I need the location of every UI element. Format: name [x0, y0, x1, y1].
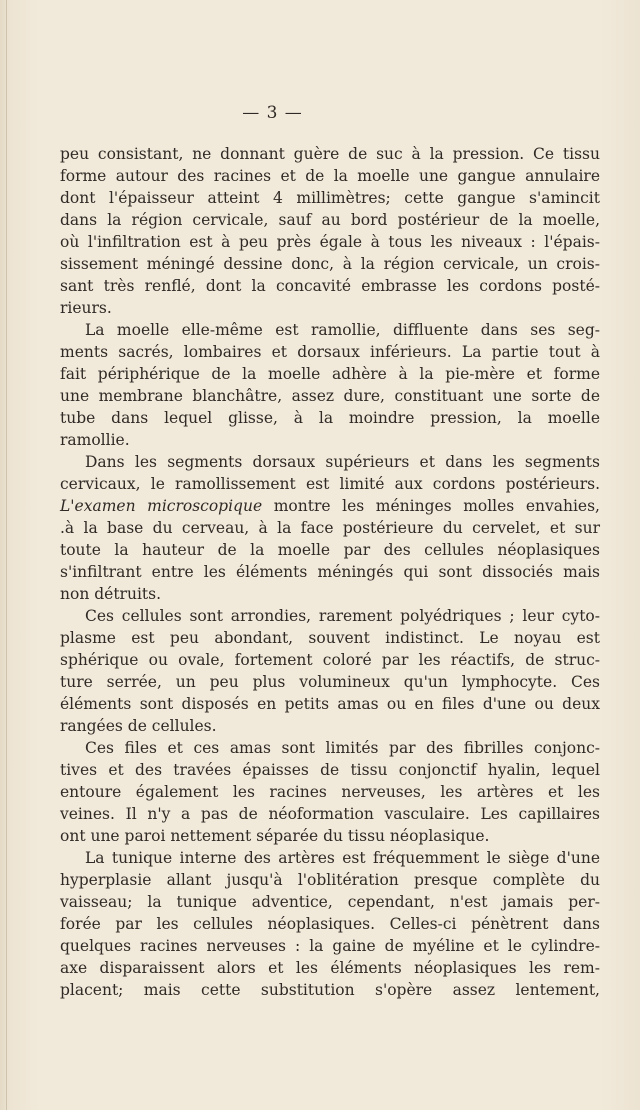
line-text: forée par les cellules néoplasiques. Celles-ci pénètrent dans	[60, 915, 600, 933]
text-line	[60, 759, 600, 781]
text-line	[60, 473, 600, 495]
line-text: Ces files et ces amas sont limités par des fibrilles conjonc-	[85, 739, 600, 757]
line-text: peu consistant, ne donnant guère de suc à la pression. Ce tissu	[60, 145, 600, 163]
line-text: rieurs.	[60, 299, 112, 317]
text-line	[60, 693, 600, 715]
line-text: ramollie.	[60, 431, 130, 449]
text-line	[60, 847, 600, 869]
line-text: où l'infiltration est à peu près égale à tous les niveaux : l'épais-	[60, 233, 600, 251]
text-line	[60, 539, 600, 561]
line-text: fait périphérique de la moelle adhère à la pie-mère et forme	[60, 365, 600, 383]
text-line	[60, 341, 600, 363]
text-line	[60, 319, 600, 341]
line-text: cervicaux, le ramollissement est limité aux cordons postérieurs.	[60, 475, 600, 493]
line-text: éléments sont disposés en petits amas ou en files d'une ou deux	[60, 695, 600, 713]
line-text: vaisseau; la tunique adventice, cependant, n'est jamais per-	[60, 893, 600, 911]
text-line	[60, 935, 600, 957]
text-line	[60, 649, 600, 671]
line-text: axe disparaissent alors et les éléments néoplasiques les rem-	[60, 959, 600, 977]
italic-phrase: L'examen microscopique	[60, 497, 263, 515]
text-line	[60, 979, 600, 1001]
line-text: toute la hauteur de la moelle par des cellules néoplasiques	[60, 541, 600, 559]
text-line	[60, 561, 600, 583]
line-text: montre les méninges molles envahies,	[262, 497, 600, 515]
line-text: tube dans lequel glisse, à la moindre pression, la moelle	[60, 409, 600, 427]
line-text: Dans les segments dorsaux supérieurs et dans les segments	[85, 453, 600, 471]
line-text: placent; mais cette substitution s'opère assez lentement,	[60, 981, 600, 999]
line-text: s'infiltrant entre les éléments méningés qui sont dissociés mais	[60, 563, 600, 581]
text-line	[60, 737, 600, 759]
text-line	[60, 363, 600, 385]
text-line	[60, 385, 600, 407]
line-text: tives et des travées épaisses de tissu conjonctif hyalin, lequel	[60, 761, 600, 779]
text-line	[60, 517, 600, 539]
text-line	[60, 627, 600, 649]
text-line	[60, 781, 600, 803]
line-text: Ces cellules sont arrondies, rarement polyédriques ; leur cyto-	[85, 607, 600, 625]
text-line	[60, 275, 600, 297]
text-line	[60, 583, 600, 605]
line-text: plasme est peu abondant, souvent indistinct. Le noyau est	[60, 629, 600, 647]
text-line	[60, 891, 600, 913]
line-text: hyperplasie allant jusqu'à l'oblitération presque complète du	[60, 871, 600, 889]
line-text: ture serrée, un peu plus volumineux qu'un lymphocyte. Ces	[60, 673, 600, 691]
text-line	[60, 869, 600, 891]
text-line	[60, 407, 600, 429]
line-text: ments sacrés, lombaires et dorsaux inférieurs. La partie tout à	[60, 343, 600, 361]
text-line	[60, 253, 600, 275]
text-line	[60, 715, 600, 737]
line-text: dans la région cervicale, sauf au bord postérieur de la moelle,	[60, 211, 600, 229]
text-line	[60, 825, 600, 847]
line-text: forme autour des racines et de la moelle une gangue annulaire	[60, 167, 600, 185]
body-text	[60, 143, 600, 1001]
line-text: veines. Il n'y a pas de néoformation vasculaire. Les capillaires	[60, 805, 600, 823]
text-line	[60, 209, 600, 231]
text-line	[60, 957, 600, 979]
line-text: une membrane blanchâtre, assez dure, constituant une sorte de	[60, 387, 600, 405]
text-line	[60, 143, 600, 165]
text-line	[60, 297, 600, 319]
line-text: sissement méningé dessine donc, à la région cervicale, un crois-	[60, 255, 600, 273]
text-line	[60, 429, 600, 451]
text-line	[60, 187, 600, 209]
line-text: entoure également les racines nerveuses, les artères et les	[60, 783, 600, 801]
text-line	[60, 605, 600, 627]
text-line	[60, 231, 600, 253]
page-binding-edge	[6, 0, 7, 1110]
line-text: La moelle elle-même est ramollie, diffluente dans ses seg-	[85, 321, 600, 339]
line-text: non détruits.	[60, 585, 162, 603]
text-line	[60, 495, 600, 517]
text-line	[60, 671, 600, 693]
text-line	[60, 165, 600, 187]
line-text: quelques racines nerveuses : la gaine de myéline et le cylindre-	[60, 937, 600, 955]
line-text: sant très renflé, dont la concavité embrasse les cordons posté-	[60, 277, 600, 295]
line-text: sphérique ou ovale, fortement coloré par les réactifs, de struc-	[60, 651, 600, 669]
line-text: rangées de cellules.	[60, 717, 217, 735]
text-line	[60, 913, 600, 935]
line-text: dont l'épaisseur atteint 4 millimètres; cette gangue s'amincit	[60, 189, 600, 207]
line-text: La tunique interne des artères est fréquemment le siège d'une	[85, 849, 600, 867]
line-text: ont une paroi nettement séparée du tissu néoplasique.	[60, 827, 490, 845]
text-line	[60, 803, 600, 825]
page-number: — 3 —	[242, 103, 303, 123]
line-text: .à la base du cerveau, à la face postérieure du cervelet, et sur	[60, 519, 600, 537]
text-line	[60, 451, 600, 473]
